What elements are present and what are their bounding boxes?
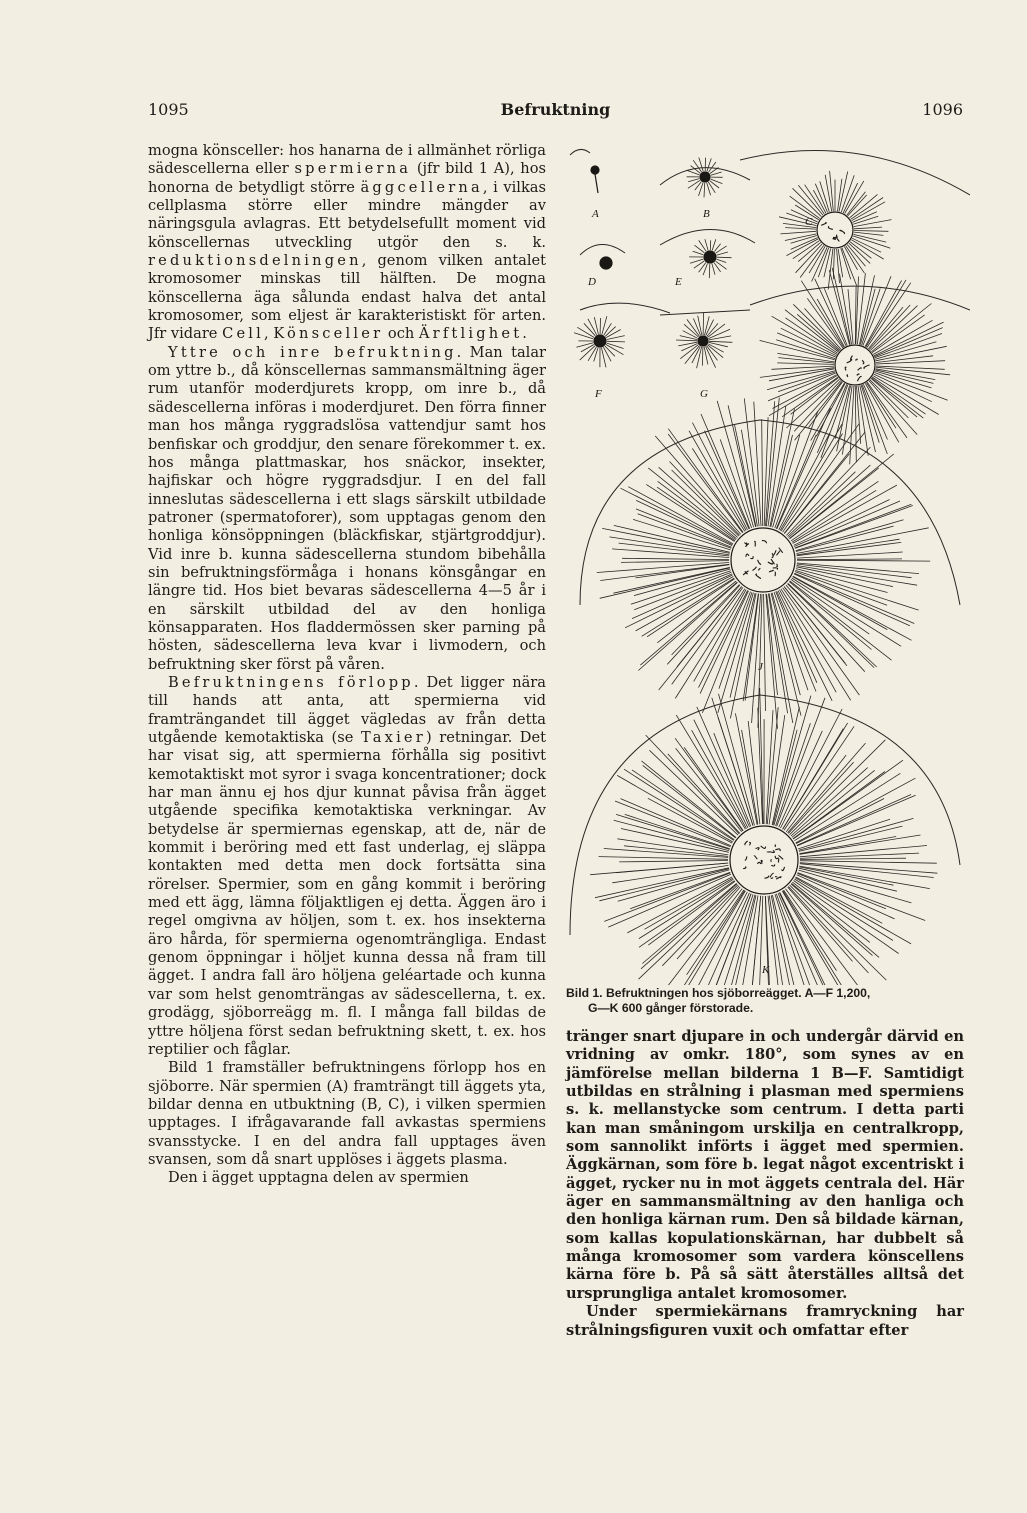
aster-ray-k [783, 891, 842, 985]
spaced-term: Befruktningens förlopp [168, 673, 414, 691]
aster-ray-j [638, 583, 737, 671]
aster-ray-d [712, 264, 715, 275]
aster-ray-j [797, 542, 902, 555]
aster-ray-c [780, 231, 816, 234]
aster-ray-e [603, 347, 611, 361]
aster-ray-j [792, 578, 901, 646]
aster-ray-j [655, 436, 741, 534]
paragraph [148, 344, 546, 674]
aster-ray-g [848, 289, 853, 344]
aster-ray-g [809, 382, 843, 428]
aster-ray-k [774, 696, 811, 826]
nucleus-j [731, 528, 795, 592]
aster-ray-d [709, 264, 710, 278]
spaced-term: Könsceller [273, 325, 384, 343]
aster-ray-k [639, 885, 738, 979]
text-run: Den i ägget upptagna delen av spermien [168, 1169, 469, 1187]
aster-ray-j [636, 500, 732, 545]
aster-ray-c [793, 241, 820, 259]
aster-ray-k [676, 715, 745, 829]
aster-ray-k [788, 762, 853, 833]
aster-ray-k [618, 870, 730, 902]
aster-ray-g [781, 328, 836, 356]
paragraph [148, 142, 546, 344]
figure-drawing [560, 135, 970, 985]
aster-ray-j [797, 552, 903, 558]
aster-ray-k [642, 761, 737, 838]
aster-ray-k [796, 877, 883, 923]
paragraph [148, 1059, 546, 1169]
aster-ray-k [719, 894, 753, 985]
aster-ray-j [797, 564, 912, 578]
sperm-head-b [700, 172, 710, 182]
egg-surface-e [580, 303, 670, 313]
egg-surface-a [570, 149, 590, 155]
aster-ray-d [716, 246, 727, 253]
text-run: Bild 1 framställer befruktningens förlopp hos en sjöborre. När spermien (A) framträngt till äggets yta, bildar denna en utbuktning (B, C), i vilken spermien upptages. I ifrågavarande fall avkastas spermiens svansstycke. I en del andra fall upptages även svansen, som då snart upplöses i äggets plasma. [148, 1059, 546, 1168]
aster-ray-k [799, 870, 912, 903]
spaced-term: spermierna [294, 160, 412, 178]
figure-label-g: G [700, 388, 708, 400]
paragraph [566, 1028, 964, 1303]
aster-ray-c [852, 202, 886, 221]
aster-ray-j [797, 560, 930, 561]
aster-ray-b [711, 172, 722, 175]
aster-ray-k [800, 853, 919, 858]
aster-ray-c [846, 246, 865, 274]
aster-ray-k [792, 882, 870, 942]
aster-ray-d [705, 239, 708, 250]
aster-ray-f [676, 340, 697, 341]
aster-ray-k [794, 881, 899, 954]
aster-ray-j [728, 405, 755, 526]
aster-ray-j [796, 520, 904, 551]
aster-ray-b [688, 179, 699, 182]
text-run: . Man talar om yttre b., då könscellernas sammansmältning äger rum utanför moderdjurets kropp, om inre b., då sädescellerna införas i moderdjuret. Den förra finner man hos många ryggradslösa vattendjur samt hos benfiskar och groddjur, den senare förekommer t. ex. hos många plattmaskar, hos snäckor, insekter, hajfiskar och högre ryggradsdjur. I en del fall inneslutas sädescellerna i ett slags särskilt utbildade patroner (spermatoforer), som upptagas genom den honliga könsöppningen (bläckfiskar, stjärtgroddjur). Vid inre b. kunna sädescellerna stundom bibehålla sin befruktningsförmåga i honans könsgångar en längre tid. Hos biet bevaras sädescellerna 4—5 år i en särskilt utbildad del av den honliga könsapparaten. Hos fladdermössen sker parning på hösten, sädescellerna leva kvar i livmodern, och befruktning sker först på våren. [148, 343, 546, 673]
text-run: Under spermiekärnans framryckning har strålningsfiguren vuxit och omfattar efter [566, 1303, 964, 1339]
aster-ray-k [641, 884, 737, 969]
figure-caption [566, 986, 966, 1016]
aster-ray-j [784, 454, 849, 534]
aster-ray-g [855, 386, 856, 462]
aster-ray-f [706, 346, 716, 367]
aster-ray-k [639, 881, 735, 948]
text-run: mogna könsceller: hos hanarna de i allmänhet rörliga sädescellerna eller [148, 142, 546, 178]
egg-surface-d [660, 229, 755, 245]
sperm-head-c [600, 257, 612, 269]
figure-label-k: K [762, 964, 770, 976]
aster-ray-g [860, 385, 876, 452]
nucleus-k [730, 826, 798, 894]
aster-ray-g [817, 384, 846, 453]
figure-label-e: E [675, 276, 682, 288]
text-run: , i vilkas cellplasma större eller mindre mängder av näringsgula avlagras. Ett betydelsefullt moment vid könscellernas utveckling utgör den s. k. [148, 178, 546, 251]
aster-ray-k [800, 863, 938, 874]
aster-ray-k [645, 878, 733, 929]
aster-ray-e [607, 341, 625, 342]
aster-ray-f [702, 347, 703, 366]
aster-ray-k [619, 861, 728, 862]
caption-line-1: Bild 1. Befruktningen hos sjöborreägget. A—F 1,200, [566, 986, 871, 1000]
aster-ray-j [791, 579, 869, 634]
aster-ray-g [817, 299, 844, 347]
aster-ray-j [775, 411, 818, 528]
left-text-column [148, 142, 546, 1188]
text-run: , [264, 325, 274, 343]
chromatin-strand [775, 877, 777, 878]
aster-ray-g [785, 318, 837, 353]
aster-ray-d [717, 252, 728, 255]
spaced-term: äggcellerna [360, 178, 483, 196]
figure-label-a: A [592, 208, 599, 220]
right-text-column [566, 1028, 964, 1340]
aster-ray-j [622, 558, 729, 559]
aster-ray-d [717, 257, 732, 258]
aster-ray-g [867, 382, 907, 438]
aster-ray-f [705, 316, 710, 335]
aster-ray-j [766, 401, 775, 526]
text-run: (jfr bild 1 A), hos honorna de betydligt större [148, 160, 546, 196]
running-title: Befruktning [500, 100, 611, 119]
nucleus-c [817, 212, 853, 248]
aster-ray-e [604, 323, 612, 335]
aster-ray-c [843, 183, 857, 213]
figure-label-d: D [588, 276, 596, 288]
paragraph [148, 1169, 546, 1187]
spaced-term: reduktionsdelningen [148, 252, 362, 270]
sperm-head-a [591, 166, 599, 174]
chromatin-strand [847, 375, 848, 377]
aster-ray-j [614, 525, 730, 552]
aster-ray-j [619, 543, 730, 556]
aster-ray-e [607, 343, 624, 348]
egg-surface-g [750, 286, 970, 310]
text-run: tränger snart djupare in och undergår därvid en vridning av omkr. 180°, som synes av en jämförelse mellan bilderna 1 B—F. Samtidigt utbildas en strålning i plasman med spermiens s. k. mellanstycke som centrum. I detta parti kan man småningom urskilja en centralkropp, som sannolikt införts i ägget med spermien. Äggkärnan, som före b. legat något excentriskt i ägget, rycker nu in mot äggets centrala del. Här äger en sammansmältning av den hanliga och den honliga kärnan rum. Den så bildade kärnan, som kallas kopulationskärnan, har dubbelt så många kromosomer som vardera könscellens kärna före b. På så sätt återställes alltså det ursprungliga antalet kromosomer. [566, 1028, 964, 1302]
aster-ray-k [642, 883, 736, 963]
aster-ray-g [797, 314, 839, 351]
text-run: , genom vilken antalet kromosomer minskas till hälften. De mogna könscellerna äga sålunda endast halva det antal kromosomer, som eljest är karakteristiskt för arten. Jfr vidare [148, 252, 546, 343]
aster-ray-d [712, 239, 716, 250]
aster-ray-j [762, 419, 763, 526]
aster-ray-e [588, 347, 596, 361]
figure-sea-urchin-fertilization [560, 135, 970, 985]
aster-ray-c [847, 245, 865, 267]
page-header [148, 100, 963, 124]
sperm-head-f [698, 336, 708, 346]
aster-ray-f [709, 342, 728, 346]
chromatin-strand [771, 859, 772, 861]
aster-ray-c [854, 227, 882, 229]
aster-ray-j [784, 587, 845, 664]
spaced-term: Ärftlighet [418, 325, 523, 343]
aster-ray-j [797, 559, 902, 560]
aster-ray-g [811, 383, 845, 441]
caption-line-2: G—K 600 gånger förstorade. [588, 1001, 754, 1015]
sperm-tail-a [595, 174, 598, 193]
text-run: och [383, 325, 419, 343]
aster-ray-g [815, 279, 846, 346]
paragraph [566, 1303, 964, 1340]
aster-ray-k [599, 857, 728, 860]
egg-outline-k [570, 695, 960, 935]
aster-ray-g [777, 363, 834, 365]
aster-ray-c [851, 240, 883, 259]
aster-ray-k [648, 798, 732, 843]
aster-ray-j [621, 561, 729, 563]
aster-ray-e [607, 336, 625, 340]
aster-ray-g [865, 280, 902, 346]
aster-ray-k [621, 829, 729, 853]
aster-ray-f [703, 313, 704, 335]
spaced-term: Cell [222, 325, 265, 343]
page-number-right: 1096 [922, 100, 963, 119]
figure-label-c: C [805, 216, 813, 228]
aster-ray-j [793, 576, 912, 640]
aster-ray-c [854, 231, 888, 232]
paragraph [148, 674, 546, 1059]
aster-ray-g [857, 386, 861, 444]
aster-ray-k [800, 858, 906, 859]
page-number-left: 1095 [148, 100, 189, 119]
aster-ray-k [624, 769, 734, 840]
aster-ray-j [694, 590, 746, 682]
aster-ray-g [874, 328, 942, 357]
aster-ray-j [764, 594, 766, 711]
aster-ray-j [764, 417, 768, 526]
aster-ray-d [693, 251, 704, 255]
aster-ray-j [700, 591, 748, 694]
aster-ray-k [795, 879, 894, 941]
spaced-term: Taxier [360, 729, 426, 746]
aster-ray-j [783, 424, 860, 533]
sperm-head-d [704, 251, 716, 263]
aster-ray-e [577, 327, 594, 337]
text-run: . [522, 325, 527, 343]
text-run: . Det ligger nära till hands att anta, att spermierna vid framträngandet till ägget vägledas av från detta utgående kemotaktiska (se [148, 673, 546, 746]
aster-ray-c [854, 232, 884, 235]
aster-ray-k [776, 723, 811, 826]
sperm-head-e [594, 335, 606, 347]
aster-ray-e [605, 346, 615, 356]
egg-surface-f [660, 310, 750, 315]
figure-label-b: B [703, 208, 710, 220]
text-run: ) retningar. Det har visat sig, att spermierna förhålla sig positivt kemotaktiskt mot syror i svaga koncentrationer; dock har man ännu ej hos djur kunnat påvisa från ägget utgående specifika kemotaktiska verkningar. Av betydelse är spermiernas egenskap, att de, när de kommit i beröring med ett fast underlag, ej släppa kontakten med detta men dock fortsätta sina rörelser. Spermier, som en gång kommit i beröring med ett ägg, lämna följaktligen ej detta. Äggen äro i regel omgivna av höljen, som t. ex. hos insekterna äro hårda, för spermierna ogenomträngliga. Endast genom öppningar i höljet kunna dessa nå fram till ägget. I andra fall äro höljena geléartade och kunna var som helst genomträngas av sädescellerna, t. ex. grodägg, sjöborreägg m. fl. I många fall bildas de yttre höljena först sedan befruktning skett, t. ex. hos reptilier och fåglar. [148, 729, 546, 1058]
aster-ray-f [697, 347, 702, 368]
aster-ray-e [574, 333, 593, 339]
aster-ray-c [830, 171, 834, 211]
aster-ray-g [876, 366, 945, 369]
spaced-term: Yttre och inre befruktning [168, 343, 457, 361]
aster-ray-b [704, 183, 705, 197]
aster-ray-d [717, 259, 727, 262]
aster-ray-f [680, 336, 697, 340]
aster-ray-f [709, 336, 731, 340]
egg-surface-d-left [580, 244, 625, 255]
aster-ray-c [798, 242, 820, 261]
aster-ray-f [709, 341, 732, 342]
figure-label-j: J [758, 661, 763, 673]
chromatin-strand [833, 237, 834, 239]
figure-label-f: F [595, 388, 602, 400]
aster-ray-g [874, 322, 944, 356]
aster-ray-f [698, 316, 702, 335]
aster-ray-c [854, 220, 892, 227]
aster-ray-k [800, 861, 937, 864]
